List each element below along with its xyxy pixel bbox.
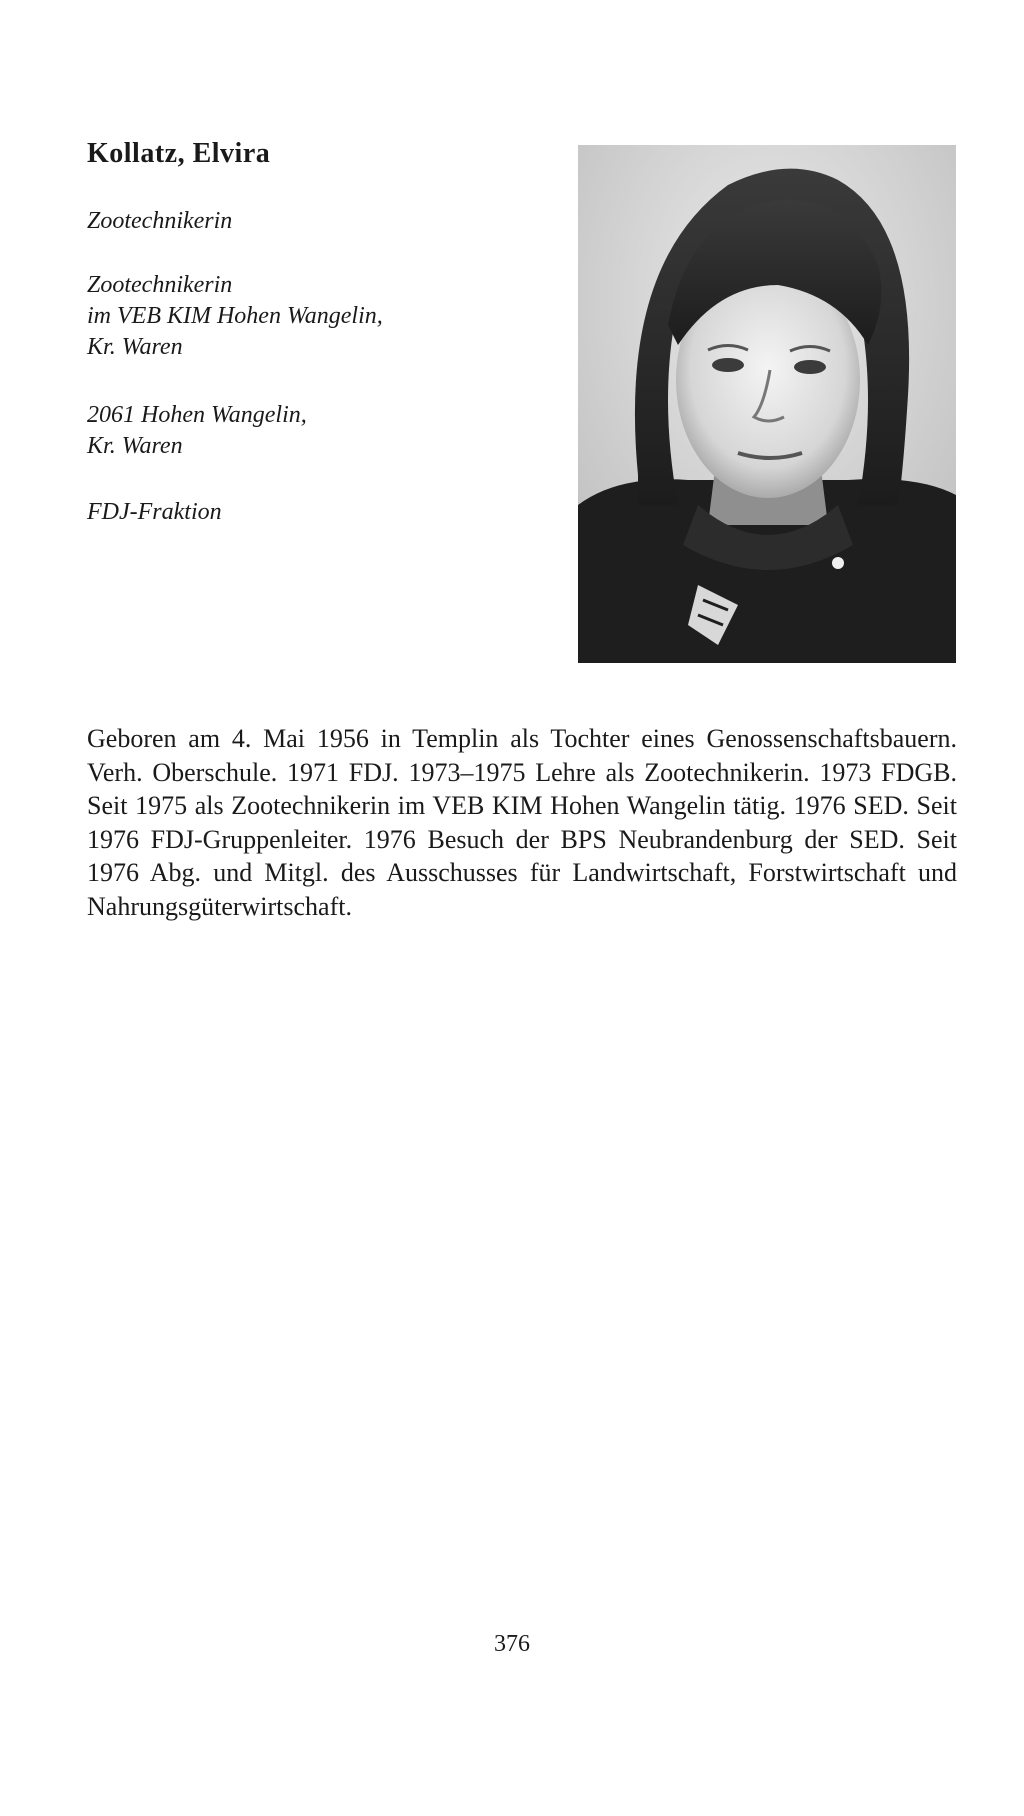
address-line: 2061 Hohen Wangelin, bbox=[87, 402, 307, 428]
address-line: Kr. Waren bbox=[87, 433, 183, 459]
workplace bbox=[87, 270, 383, 363]
workplace-line: Zootechnikerin bbox=[87, 272, 233, 298]
occupation: Zootechnikerin bbox=[87, 208, 233, 234]
faction: FDJ-Fraktion bbox=[87, 499, 222, 525]
workplace-line: Kr. Waren bbox=[87, 334, 183, 360]
workplace-line: im VEB KIM Hohen Wangelin, bbox=[87, 303, 383, 329]
biography-text: Geboren am 4. Mai 1956 in Templin als Tochter eines Genossenschaftsbauern. Verh. Oberschule. 1971 FDJ. 1973–1975 Lehre als Zootechnikerin. 1973 FDGB. Seit 1975 als Zootechnikerin im VEB KIM Hohen Wangelin tätig. 1976 SED. Seit 1976 FDJ-Gruppenleiter. 1976 Besuch der BPS Neubrandenburg der SED. Seit 1976 Abg. und Mitgl. des Ausschusses für Landwirtschaft, Forstwirtschaft und Nahrungsgüterwirtschaft. bbox=[87, 724, 957, 921]
address bbox=[87, 400, 307, 462]
page-number: 376 bbox=[494, 1631, 530, 1657]
portrait-photo bbox=[578, 145, 956, 663]
person-name: Kollatz, Elvira bbox=[87, 138, 271, 169]
